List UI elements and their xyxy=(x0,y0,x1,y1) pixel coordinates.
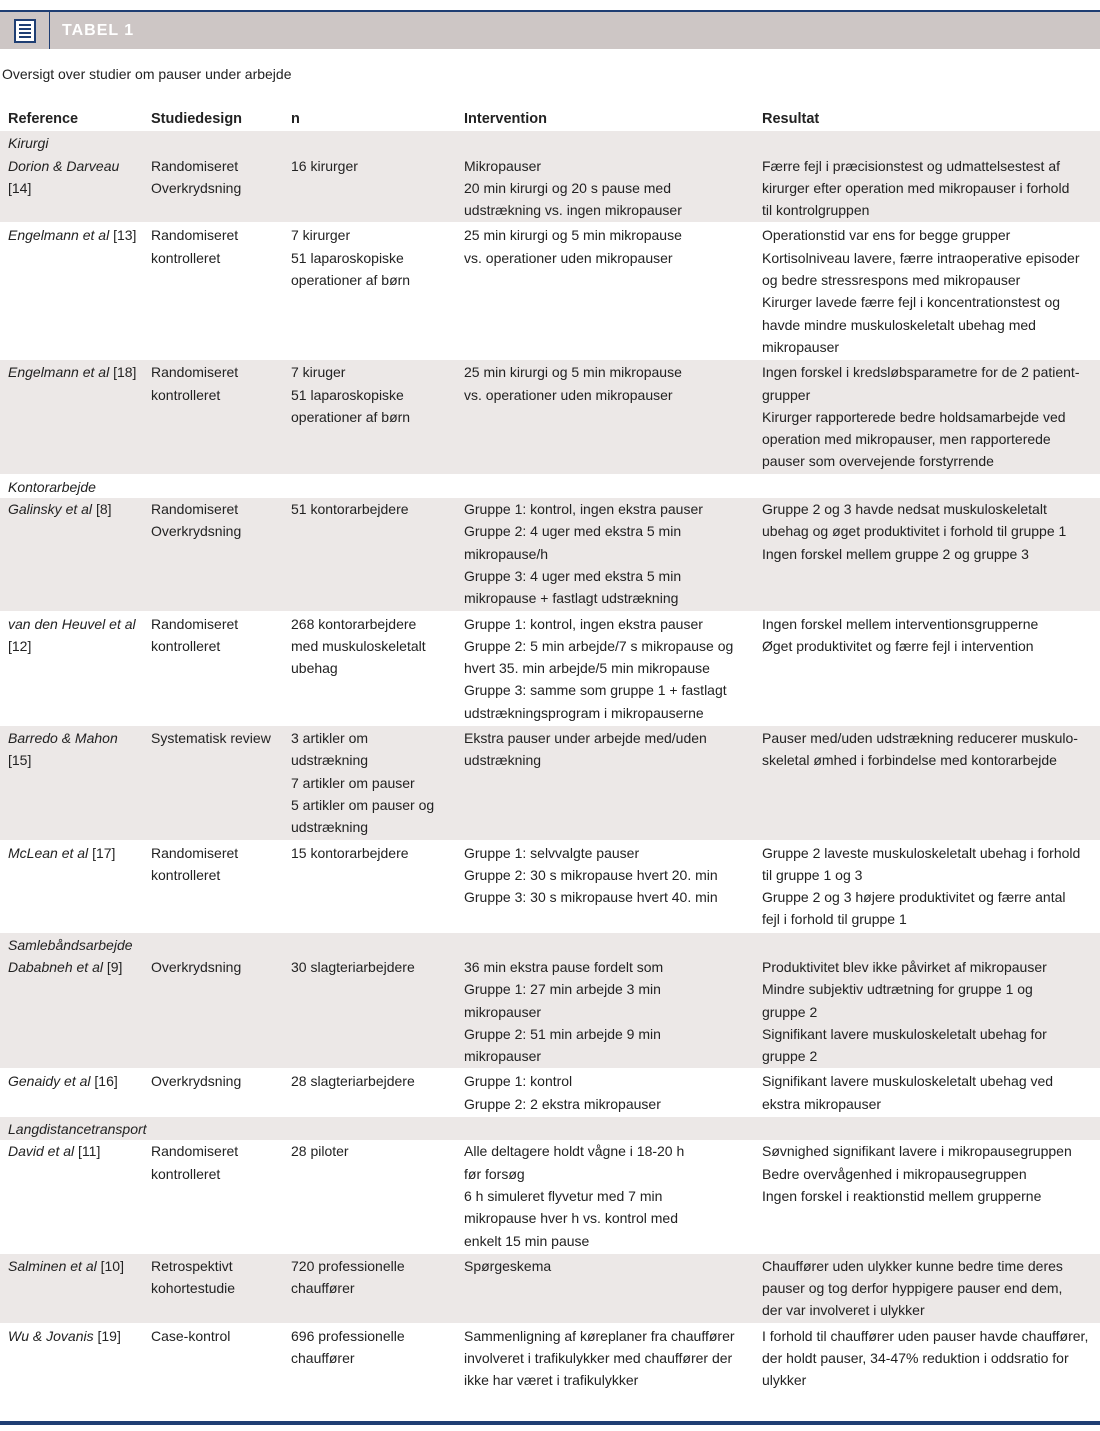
cell-line: og bedre stressrespons med mikropauser xyxy=(762,272,1021,289)
reference-authors: Engelmann et al xyxy=(8,227,110,244)
intervention-cell xyxy=(456,498,754,611)
reference-authors: McLean et al xyxy=(8,844,89,861)
n-cell xyxy=(283,1323,456,1393)
cell-line: Gruppe 1: selvvalgte pauser xyxy=(464,844,640,861)
cell-line: Overkrydsning xyxy=(151,958,242,975)
cell-line: udstrækning xyxy=(291,752,369,769)
reference-authors: Wu & Jovanis xyxy=(8,1327,94,1344)
reference-number: [8] xyxy=(95,501,112,518)
cell-line: 30 slagteriarbejdere xyxy=(291,958,415,975)
cell-line: Gruppe 1: kontrol, ingen ekstra pauser xyxy=(464,501,703,518)
cell-line: Gruppe 2: 4 uger med ekstra 5 min xyxy=(464,523,682,540)
cell-line: Gruppe 2: 30 s mikropause hvert 20. min xyxy=(464,866,718,883)
reference-authors: Dorion & Darveau xyxy=(8,157,120,174)
cell-line: mikropauser xyxy=(762,338,840,355)
intervention-cell xyxy=(456,956,754,1069)
design-cell xyxy=(143,726,283,840)
table-body xyxy=(0,131,1100,1393)
reference-cell xyxy=(0,956,143,1069)
reference-cell xyxy=(0,1253,143,1323)
result-cell xyxy=(754,840,1100,932)
cell-line: 16 kirurger xyxy=(291,157,358,174)
table-row xyxy=(0,360,1100,474)
bottom-rule xyxy=(0,1421,1100,1425)
cell-line: Gruppe 2: 51 min arbejde 9 min xyxy=(464,1025,661,1042)
document-icon xyxy=(0,12,50,49)
result-cell xyxy=(754,360,1100,474)
cell-line: Gruppe 2: 5 min arbejde/7 s mikropause og xyxy=(464,637,734,654)
studies-table xyxy=(0,106,1100,1394)
cell-line: udstrækningsprogram i mikropauserne xyxy=(464,704,704,721)
cell-line: 51 laparoskopiske xyxy=(291,249,404,266)
reference-cell xyxy=(0,1140,143,1253)
reference-cell xyxy=(0,498,143,611)
intervention-cell xyxy=(456,1140,754,1253)
cell-line: havde mindre muskuloskeletalt ubehag med xyxy=(762,316,1036,333)
cell-line: Randomiseret xyxy=(151,844,239,861)
reference-number: [14] xyxy=(8,179,32,196)
cell-line: Sammenligning af køreplaner fra chauffører xyxy=(464,1327,735,1344)
cell-line: ulykker xyxy=(762,1372,807,1389)
cell-line: ikke har været i trafikulykker xyxy=(464,1372,639,1389)
n-cell xyxy=(283,498,456,611)
reference-cell xyxy=(0,1323,143,1393)
cell-line: Retrospektivt xyxy=(151,1257,233,1274)
cell-line: pauser og tog derfor hyppigere pauser end dem, xyxy=(762,1280,1063,1297)
cell-line: kontrolleret xyxy=(151,249,221,266)
cell-line: mikropause/h xyxy=(464,545,549,562)
reference-number: [17] xyxy=(92,844,116,861)
column-header: Reference xyxy=(8,111,79,127)
cell-line: Gruppe 3: samme som gruppe 1 + fastlagt xyxy=(464,682,727,699)
cell-line: Randomiseret xyxy=(151,501,239,518)
design-cell xyxy=(143,498,283,611)
cell-line: kohortestudie xyxy=(151,1280,236,1297)
cell-line: Gruppe 2 laveste muskuloskeletalt ubehag i forhold xyxy=(762,844,1081,861)
reference-authors: Dababneh et al xyxy=(8,958,103,975)
cell-line: med muskuloskeletalt xyxy=(291,637,426,654)
cell-line: Operationstid var ens for begge grupper xyxy=(762,227,1011,244)
cell-line: chauffører xyxy=(291,1280,355,1297)
table-row xyxy=(0,1323,1100,1393)
cell-line: gruppe 2 xyxy=(762,1048,818,1065)
category-row xyxy=(0,474,1100,498)
cell-line: 36 min ekstra pause fordelt som xyxy=(464,958,664,975)
result-cell xyxy=(754,1069,1100,1117)
cell-line: 5 artikler om pauser og xyxy=(291,796,435,813)
table-row xyxy=(0,956,1100,1069)
reference-authors: David et al xyxy=(8,1143,75,1160)
cell-line: Overkrydsning xyxy=(151,179,242,196)
cell-line: Mikropauser xyxy=(464,157,542,174)
cell-line: Alle deltagere holdt vågne i 18-20 h xyxy=(464,1143,685,1160)
n-cell xyxy=(283,1069,456,1117)
intervention-cell xyxy=(456,1069,754,1117)
n-cell xyxy=(283,611,456,725)
cell-line: chauffører xyxy=(291,1350,355,1367)
category-label: Kontorarbejde xyxy=(8,478,96,495)
cell-line: Overkrydsning xyxy=(151,523,242,540)
cell-line: operationer af børn xyxy=(291,272,411,289)
cell-line: 720 professionelle xyxy=(291,1257,405,1274)
cell-line: udstrækning xyxy=(291,819,369,836)
reference-authors: Engelmann et al xyxy=(8,364,110,381)
cell-line: mikropause + fastlagt udstrækning xyxy=(464,590,679,607)
design-cell xyxy=(143,611,283,725)
cell-line: Systematisk review xyxy=(151,730,271,747)
column-header: Resultat xyxy=(762,111,820,127)
reference-cell xyxy=(0,726,143,840)
category-row xyxy=(0,1117,1100,1141)
cell-line: kontrolleret xyxy=(151,386,221,403)
cell-line: Bedre overvågenhed i mikropausegruppen xyxy=(762,1165,1027,1182)
result-cell xyxy=(754,956,1100,1069)
cell-line: der var involveret i ulykker xyxy=(762,1302,925,1319)
table-row xyxy=(0,223,1100,360)
n-cell xyxy=(283,1253,456,1323)
cell-line: Kirurger rapporterede bedre holdsamarbejde ved xyxy=(762,408,1066,425)
intervention-cell xyxy=(456,1323,754,1393)
intervention-cell xyxy=(456,155,754,223)
reference-authors: Barredo & Mahon xyxy=(8,730,118,747)
cell-line: 268 kontorarbejdere xyxy=(291,615,417,632)
reference-cell xyxy=(0,155,143,223)
n-cell xyxy=(283,726,456,840)
design-cell xyxy=(143,1323,283,1393)
cell-line: 20 min kirurgi og 20 s pause med xyxy=(464,179,671,196)
cell-line: Gruppe 2 og 3 havde nedsat muskuloskeletalt xyxy=(762,501,1047,518)
cell-line: Signifikant lavere muskuloskeletalt ubehag for xyxy=(762,1025,1047,1042)
result-cell xyxy=(754,1253,1100,1323)
cell-line: Spørgeskema xyxy=(464,1257,552,1274)
reference-number: [19] xyxy=(97,1327,121,1344)
cell-line: kontrolleret xyxy=(151,1165,221,1182)
table-label: TABEL 1 xyxy=(62,21,135,39)
cell-line: kirurger efter operation med mikropauser i forhold xyxy=(762,179,1070,196)
intervention-cell xyxy=(456,726,754,840)
cell-line: 696 professionelle xyxy=(291,1327,405,1344)
table-row xyxy=(0,1069,1100,1117)
cell-line: 6 h simuleret flyvetur med 7 min xyxy=(464,1187,663,1204)
category-row xyxy=(0,131,1100,154)
cell-line: Randomiseret xyxy=(151,364,239,381)
cell-line: pauser som overvejende forstyrrende xyxy=(762,453,994,470)
result-cell xyxy=(754,1140,1100,1253)
cell-line: 7 kiruger xyxy=(291,364,346,381)
cell-line: ubehag og øget produktivitet i forhold til gruppe 1 xyxy=(762,523,1067,540)
table-row xyxy=(0,1140,1100,1253)
category-label: Samlebåndsarbejde xyxy=(0,932,1100,956)
category-label: Kirurgi xyxy=(0,131,1100,154)
cell-line: fejl i forhold til gruppe 1 xyxy=(762,911,907,928)
cell-line: Gruppe 2: 2 ekstra mikropauser xyxy=(464,1095,661,1112)
reference-cell xyxy=(0,611,143,725)
cell-line: Ekstra pauser under arbejde med/uden xyxy=(464,730,707,747)
n-cell xyxy=(283,155,456,223)
design-cell xyxy=(143,223,283,360)
design-cell xyxy=(143,1069,283,1117)
column-header-row xyxy=(0,106,1100,131)
reference-number: [9] xyxy=(106,958,123,975)
cell-line: Gruppe 1: 27 min arbejde 3 min xyxy=(464,981,661,998)
table-caption: Oversigt over studier om pauser under arbejde xyxy=(2,66,292,82)
column-header: n xyxy=(291,111,300,127)
cell-line: hvert 35. min arbejde/5 min mikropause xyxy=(464,660,710,677)
design-cell xyxy=(143,840,283,932)
cell-line: Gruppe 2 og 3 højere produktivitet og færre antal xyxy=(762,889,1066,906)
design-cell xyxy=(143,1140,283,1253)
cell-line: operationer af børn xyxy=(291,408,411,425)
reference-cell xyxy=(0,840,143,932)
cell-line: 28 slagteriarbejdere xyxy=(291,1073,415,1090)
n-cell xyxy=(283,223,456,360)
table-row xyxy=(0,840,1100,932)
result-cell xyxy=(754,498,1100,611)
cell-line: til kontrolgruppen xyxy=(762,202,870,219)
cell-line: ubehag xyxy=(291,660,338,677)
cell-line: gruppe 2 xyxy=(762,1003,818,1020)
cell-line: til gruppe 1 og 3 xyxy=(762,866,863,883)
cell-line: 3 artikler om xyxy=(291,730,369,747)
intervention-cell xyxy=(456,223,754,360)
cell-line: udstrækning vs. ingen mikropauser xyxy=(464,202,682,219)
cell-line: Gruppe 1: kontrol, ingen ekstra pauser xyxy=(464,615,703,632)
cell-line: Signifikant lavere muskuloskeletalt ubehag ved xyxy=(762,1073,1054,1090)
column-header: Studiedesign xyxy=(151,111,243,127)
cell-line: operation med mikropauser, men rapporterede xyxy=(762,431,1051,448)
intervention-cell xyxy=(456,360,754,474)
design-cell xyxy=(143,1253,283,1323)
reference-cell xyxy=(0,223,143,360)
cell-line: enkelt 15 min pause xyxy=(464,1232,590,1249)
cell-line: Randomiseret xyxy=(151,227,239,244)
cell-line: grupper xyxy=(762,386,811,403)
cell-line: I forhold til chauffører uden pauser havde chauffører, xyxy=(762,1327,1089,1344)
cell-line: Case-kontrol xyxy=(151,1327,231,1344)
cell-line: Øget produktivitet og færre fejl i intervention xyxy=(762,637,1034,654)
cell-line: Randomiseret xyxy=(151,615,239,632)
cell-line: Gruppe 3: 4 uger med ekstra 5 min xyxy=(464,567,682,584)
intervention-cell xyxy=(456,611,754,725)
result-cell xyxy=(754,155,1100,223)
cell-line: Kirurger lavede færre fejl i koncentrationstest og xyxy=(762,294,1061,311)
n-cell xyxy=(283,840,456,932)
reference-number: [18] xyxy=(113,364,137,381)
reference-number: [13] xyxy=(113,227,137,244)
category-label: Langdistancetransport xyxy=(0,1117,1100,1141)
reference-number: [12] xyxy=(8,637,32,654)
cell-line: involveret i trafikulykker med chauffører der xyxy=(464,1350,733,1367)
cell-line: 51 laparoskopiske xyxy=(291,386,404,403)
cell-line: Ingen forskel mellem gruppe 2 og gruppe 3 xyxy=(762,545,1029,562)
cell-line: mikropauser xyxy=(464,1048,542,1065)
result-cell xyxy=(754,726,1100,840)
cell-line: Produktivitet blev ikke påvirket af mikropauser xyxy=(762,958,1047,975)
cell-line: mikropauser xyxy=(464,1003,542,1020)
cell-line: 7 kirurger xyxy=(291,227,351,244)
cell-line: Ingen forskel mellem interventionsgrupperne xyxy=(762,615,1039,632)
cell-line: 7 artikler om pauser xyxy=(291,774,415,791)
cell-line: 15 kontorarbejdere xyxy=(291,844,409,861)
reference-cell xyxy=(0,360,143,474)
n-cell xyxy=(283,360,456,474)
cell-line: der holdt pauser, 34-47% reduktion i oddsratio for xyxy=(762,1350,1069,1367)
cell-line: Overkrydsning xyxy=(151,1073,242,1090)
reference-cell xyxy=(0,1069,143,1117)
cell-line: vs. operationer uden mikropauser xyxy=(464,386,673,403)
cell-line: før forsøg xyxy=(464,1165,525,1182)
cell-line: kontrolleret xyxy=(151,637,221,654)
cell-line: Chauffører uden ulykker kunne bedre time deres xyxy=(762,1257,1063,1274)
table-row xyxy=(0,611,1100,725)
cell-line: Gruppe 1: kontrol xyxy=(464,1073,573,1090)
table-row xyxy=(0,726,1100,840)
cell-line: udstrækning xyxy=(464,752,542,769)
result-cell xyxy=(754,223,1100,360)
cell-line: mikropause hver h vs. kontrol med xyxy=(464,1210,678,1227)
cell-line: 25 min kirurgi og 5 min mikropause xyxy=(464,364,682,381)
design-cell xyxy=(143,155,283,223)
cell-line: Kortisolniveau lavere, færre intraoperative episoder xyxy=(762,249,1080,266)
category-row xyxy=(0,932,1100,956)
cell-line: Mindre subjektiv udtrætning for gruppe 1 og xyxy=(762,981,1033,998)
cell-line: Gruppe 3: 30 s mikropause hvert 40. min xyxy=(464,889,718,906)
n-cell xyxy=(283,1140,456,1253)
cell-line: 51 kontorarbejdere xyxy=(291,501,409,518)
cell-line: Randomiseret xyxy=(151,1143,239,1160)
result-cell xyxy=(754,1323,1100,1393)
column-header: Intervention xyxy=(464,111,547,127)
reference-number: [10] xyxy=(100,1257,124,1274)
cell-line: Ingen forskel i reaktionstid mellem grupperne xyxy=(762,1187,1042,1204)
cell-line: kontrolleret xyxy=(151,866,221,883)
intervention-cell xyxy=(456,1253,754,1323)
cell-line: Pauser med/uden udstrækning reducerer muskulo- xyxy=(762,730,1078,747)
reference-authors: van den Heuvel et al xyxy=(8,615,136,632)
reference-number: [11] xyxy=(78,1143,101,1160)
design-cell xyxy=(143,956,283,1069)
cell-line: Randomiseret xyxy=(151,157,239,174)
reference-number: [16] xyxy=(94,1073,118,1090)
design-cell xyxy=(143,360,283,474)
cell-line: vs. operationer uden mikropauser xyxy=(464,249,673,266)
reference-authors: Salminen et al xyxy=(8,1257,97,1274)
table-row xyxy=(0,498,1100,611)
intervention-cell xyxy=(456,840,754,932)
cell-line: Ingen forskel i kredsløbsparametre for de 2 patient- xyxy=(762,364,1080,381)
cell-line: 28 piloter xyxy=(291,1143,349,1160)
reference-authors: Galinsky et al xyxy=(8,501,93,518)
table-row xyxy=(0,1253,1100,1323)
cell-line: Søvnighed signifikant lavere i mikropausegruppen xyxy=(762,1143,1072,1160)
cell-line: ekstra mikropauser xyxy=(762,1095,882,1112)
reference-number: [15] xyxy=(8,752,32,769)
reference-authors: Genaidy et al xyxy=(8,1073,91,1090)
cell-line: 25 min kirurgi og 5 min mikropause xyxy=(464,227,682,244)
table-header-bar xyxy=(0,12,1100,49)
table-row xyxy=(0,155,1100,223)
result-cell xyxy=(754,611,1100,725)
n-cell xyxy=(283,956,456,1069)
cell-line: skeletal ømhed i forbindelse med kontorarbejde xyxy=(762,752,1057,769)
cell-line: Færre fejl i præcisionstest og udmattelsestest af xyxy=(762,157,1061,174)
